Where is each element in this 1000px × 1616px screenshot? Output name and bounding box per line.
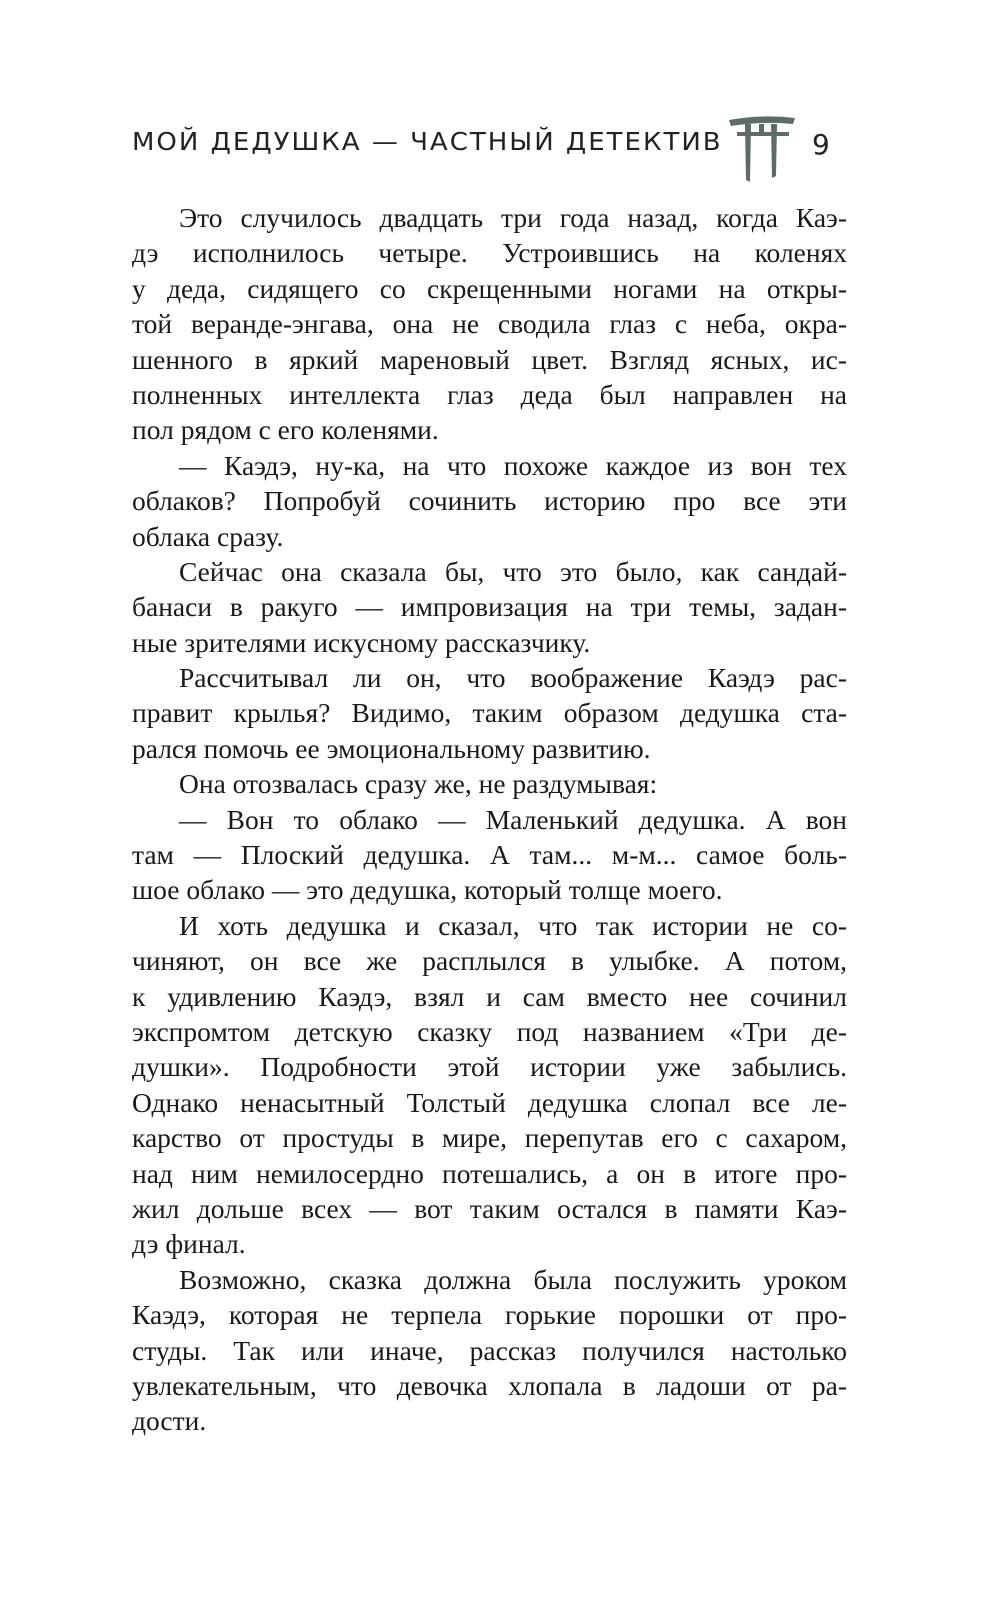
text-line: Она отозвалась сразу же, не раздумывая: xyxy=(179,768,658,800)
text-line: увлекательным, что девочка хлопала в ладоши от ра- xyxy=(132,1369,847,1401)
page-number: 9 xyxy=(812,128,830,161)
text-line: рался помочь ее эмоциональному развитию. xyxy=(132,732,651,764)
text-line: экспромтом детскую сказку под названием «Три де- xyxy=(132,1015,847,1047)
text-line: Возможно, сказка должна была послужить уроком xyxy=(179,1263,847,1295)
text-line: шенного в яркий мареновый цвет. Взгляд ясных, ис- xyxy=(132,343,847,375)
text-line: банаси в ракуго — импровизация на три темы, задан- xyxy=(132,591,847,623)
running-title: МОЙ ДЕДУШКА — ЧАСТНЫЙ ДЕТЕКТИВ xyxy=(132,128,723,157)
text-line: к удивлению Каэдэ, взял и сам вместо нее сочинил xyxy=(132,980,847,1012)
text-line: — Каэдэ, ну-ка, на что похоже каждое из вон тех xyxy=(179,449,847,481)
text-line: Это случилось двадцать три года назад, когда Каэ- xyxy=(179,202,847,233)
body-text xyxy=(132,200,847,1439)
text-line: студы. Так или иначе, рассказ получился настолько xyxy=(132,1334,847,1366)
text-line: душки». Подробности этой истории уже забылись. xyxy=(132,1051,847,1083)
text-line: Рассчитывал ли он, что воображение Каэдэ рас- xyxy=(179,662,847,694)
text-line: над ним немилосердно потешались, а он в итоге про- xyxy=(132,1157,847,1189)
text-line: Сейчас она сказала бы, что это было, как сандай- xyxy=(179,555,847,587)
text-line: шое облако — это дедушка, который толще моего. xyxy=(132,874,723,906)
text-line: облака сразу. xyxy=(132,520,284,552)
text-line: Однако ненасытный Толстый дедушка слопал все ле- xyxy=(132,1086,847,1118)
text-line: чиняют, он все же расплылся в улыбке. А потом, xyxy=(132,945,847,977)
torii-gate-icon xyxy=(727,112,797,184)
text-line: там — Плоский дедушка. А там... м-м... самое боль- xyxy=(132,839,847,871)
text-line: карство от простуды в мире, перепутав его с сахаром, xyxy=(132,1122,847,1154)
text-line: ные зрителями искусному рассказчику. xyxy=(132,626,591,658)
text-line: дости. xyxy=(132,1405,207,1437)
text-line: И хоть дедушка и сказал, что так истории не со- xyxy=(179,909,847,941)
text-line: облаков? Попробуй сочинить историю про все эти xyxy=(132,485,847,517)
text-line: той веранде-энгава, она не сводила глаз с неба, окра- xyxy=(132,308,847,340)
text-line: дэ финал. xyxy=(132,1228,246,1260)
text-line: пол рядом с его коленями. xyxy=(132,414,439,446)
text-line: у деда, сидящего со скрещенными ногами на откры- xyxy=(132,272,847,304)
text-line: правит крылья? Видимо, таким образом дедушка ста- xyxy=(132,697,847,729)
text-line: дэ исполнилось четыре. Устроившись на коленях xyxy=(132,237,847,269)
text-line: жил дольше всех — вот таким остался в памяти Каэ- xyxy=(132,1192,847,1224)
text-line: — Вон то облако — Маленький дедушка. А вон xyxy=(179,803,847,835)
text-line: полненных интеллекта глаз деда был направлен на xyxy=(132,378,847,410)
text-line: Каэдэ, которая не терпела горькие порошки от про- xyxy=(132,1299,847,1331)
